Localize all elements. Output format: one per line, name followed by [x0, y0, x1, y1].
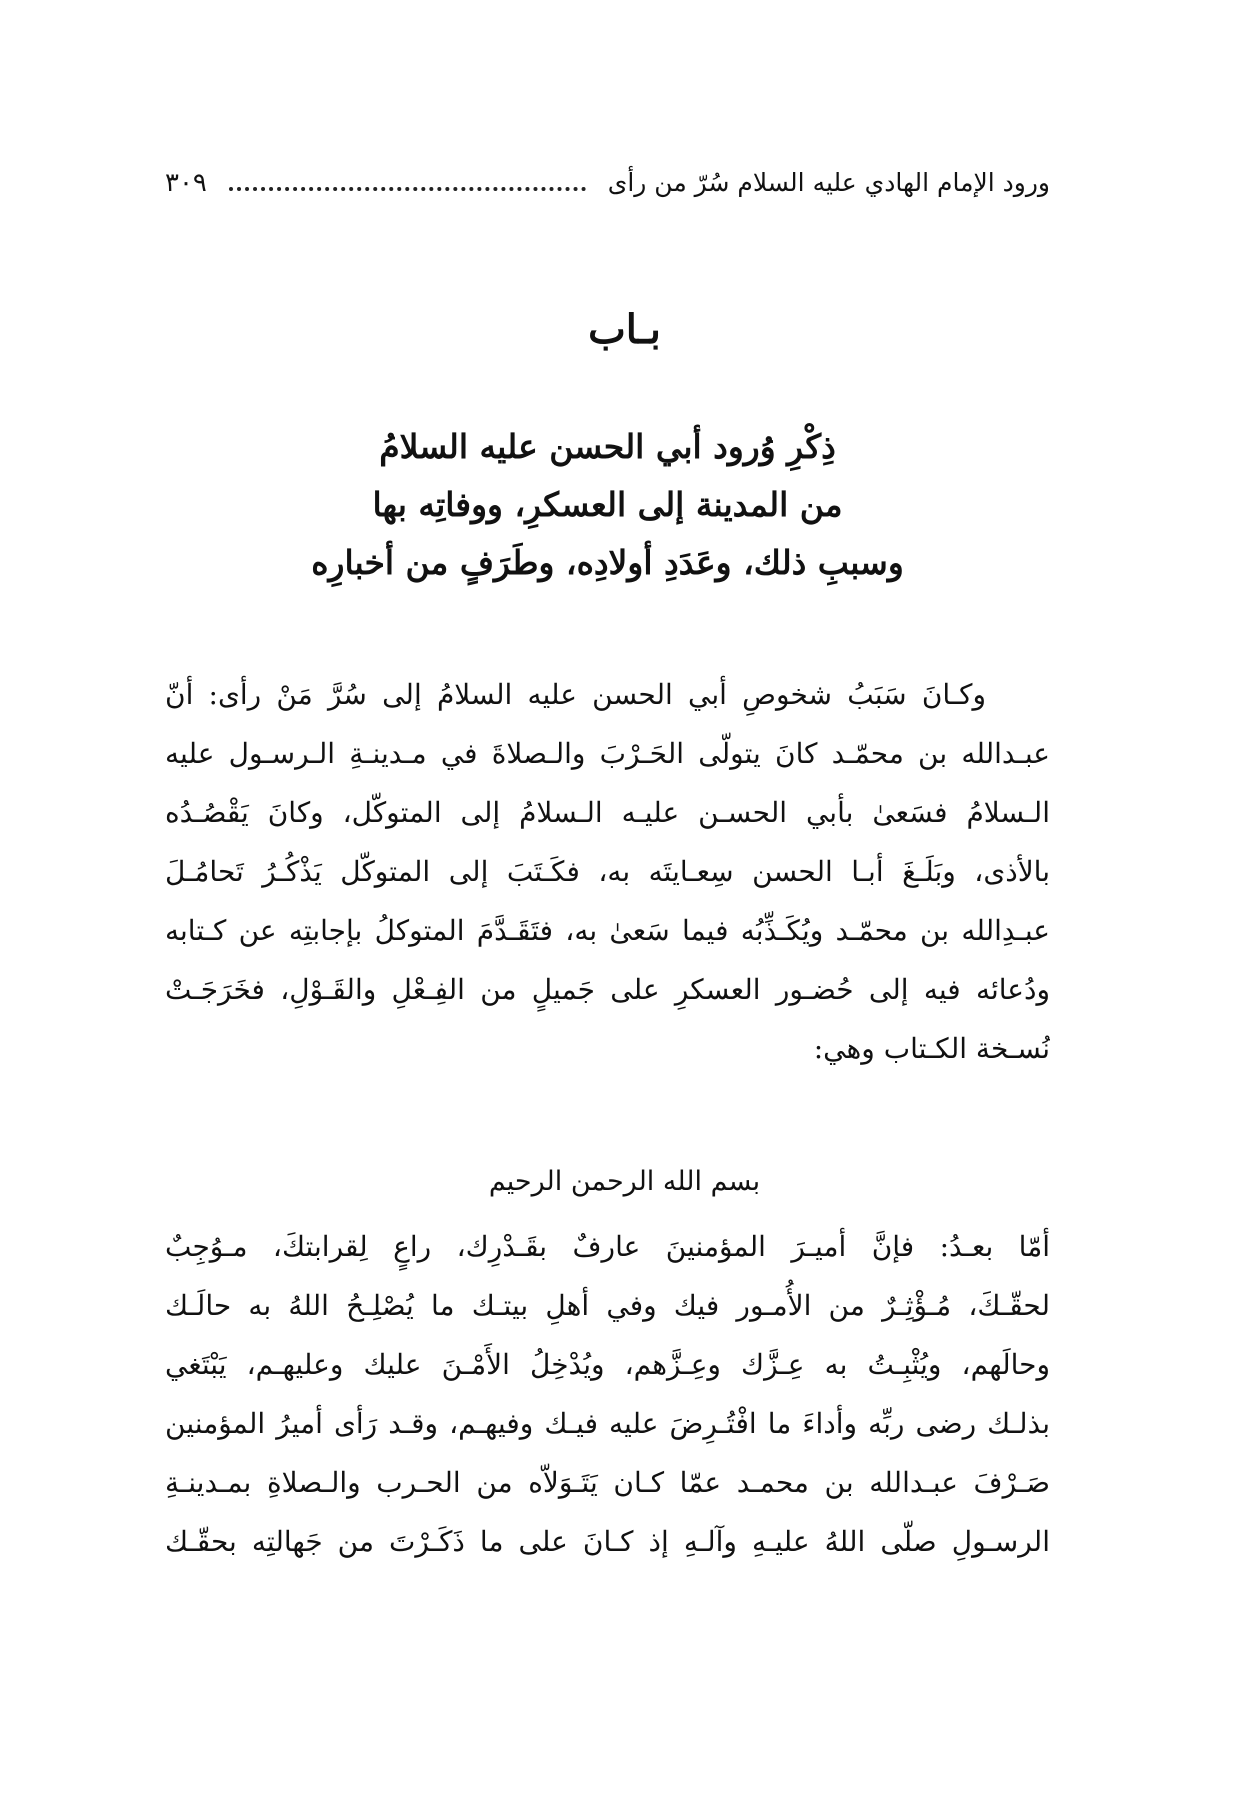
- chapter-label: بـاب: [588, 306, 661, 353]
- text-line: أمّا بعـدُ: فإنَّ أميـرَ المؤمنينَ عارفٌ بقَـدْرِك، راعٍ لِقرابتكَ، مـوُجِبٌ: [165, 1230, 1050, 1263]
- chapter-title-line: من المدينة إلى العسكرِ، ووفاتِه بها: [372, 485, 843, 524]
- text-line: بذلـك رضى ربِّه وأداءَ ما افْتُـرِضَ عليه فيـك وفيهـم، وقـد رَأى أميرُ المؤمنين: [165, 1407, 1050, 1440]
- running-title: ورود الإمام الهادي عليه السلام سُرّ من رأى: [607, 168, 1050, 197]
- basmala: بسم الله الرحمن الرحيم: [488, 1166, 761, 1197]
- text-line: الـسلامُ فسَعىٰ بأبي الحسـن عليـه الـسلامُ إلى المتوكّل، وكانَ يَقْصُـدُه: [165, 796, 1050, 829]
- chapter-title-line: ذِكْرِ وُرود أبي الحسن عليه السلامُ: [379, 427, 836, 466]
- intro-paragraph: [165, 665, 1050, 1078]
- text-line: ودُعائه فيه إلى حُضـور العسكرِ على جَميلٍ من الفِـعْلِ والقَـوْلِ، فخَرَجَـتْ: [165, 973, 1050, 1006]
- text-line: لحقّـكَ، مُـؤْثِـرٌ من الأُمـور فيك وفي أهلِ بيتـك ما يُصْلِـحُ اللهُ به حالَـك: [165, 1289, 1050, 1322]
- text-line: بالأذى، وبَلَـغَ أبـا الحسن سِعـايتَه به، فكَـتَبَ إلى المتوكّل يَذْكُـرُ تَحامُـلَ: [165, 855, 1050, 888]
- text-line: وكـانَ سَبَبُ شخوصِ أبي الحسن عليه السلامُ إلى سُرَّ مَنْ رأى: أنّ: [165, 678, 986, 711]
- running-header: [165, 160, 1050, 206]
- text-line: صَـرْفَ عبـدالله بن محمـد عمّا كـان يَتَـوَلاّه من الحـرب والـصلاةِ بمـدينـةِ: [165, 1466, 1050, 1499]
- text-line: نُسـخة الكـتاب وهي:: [813, 1032, 1050, 1065]
- letter-paragraph: [165, 1217, 1050, 1571]
- text-line: عبـدِالله بن محمّـد ويُكَـذِّبُه فيما سَعىٰ به، فتَقَـدَّمَ المتوكلُ بإجابتِه عن كـتابه: [165, 914, 1050, 947]
- chapter-title: [165, 418, 1050, 592]
- chapter-title-line: وسببِ ذلك، وعَدَدِ أولادِه، وطَرَفٍ من أخبارِه: [311, 543, 904, 582]
- text-line: الرسـولِ صلّى اللهُ عليـهِ وآلـهِ إذ كـانَ على ما ذَكَـرْتَ من جَهالتِه بحقّـك: [165, 1525, 1050, 1558]
- text-line: وحالَهم، ويُثْبِـتُ به عِـزَّك وعِـزَّهم، ويُدْخِلُ الأَمْـنَ عليك وعليهـم، يَبْتَغي: [165, 1348, 1050, 1381]
- text-line: عبـدالله بن محمّـد كانَ يتولّى الحَـرْبَ والـصلاةَ في مـدينـةِ الـرسـول عليه: [165, 737, 1050, 770]
- dotted-leader: [229, 187, 586, 191]
- page-number: ٣٠٩: [165, 168, 207, 198]
